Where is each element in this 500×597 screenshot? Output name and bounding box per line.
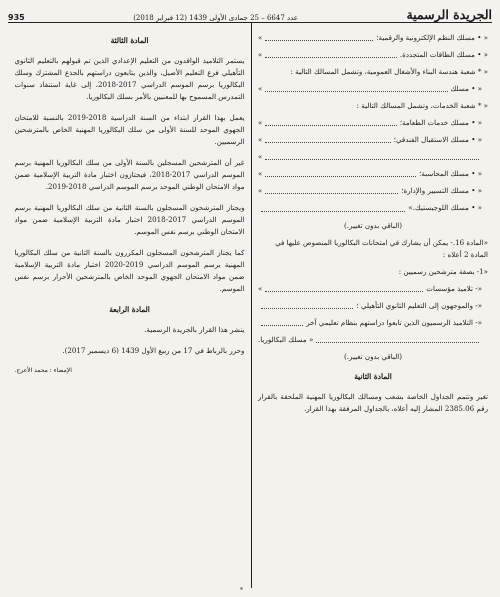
list-item: » — [258, 151, 488, 163]
remainder-note: (الباقي بدون تغيير.) — [344, 220, 402, 230]
paragraph: يستمر التلاميذ الوافدون من التعليم الإعدادي الذين تم قبولهم بالتعليم الثانوي التأهيلي فرع التعليم الأصيل، والذين يتابعون دراستهم بالجذع المشترك وسلك البكالوريا برسم الموسم الدراسي 2017-2018، إلى غاية استنفاد سنوات التمدرس المسموح بها للمعنيين بالأمر بسلك البكالوريا. — [14, 55, 245, 101]
journal-name: الجريدة الرسمية — [406, 7, 492, 22]
signature: الإمضاء : محمد الأعرج. — [14, 367, 72, 375]
date-line: وحرر بالرباط في 17 من ربيع الأول 1439 (6 ديسمبر 2017). — [62, 346, 245, 355]
list-item: « * شعبة الخدمات، وتشمل المسالك التالية : — [356, 101, 488, 111]
candidates-title: «1- بصفة مترشحين رسميين : — [398, 266, 488, 276]
columns — [8, 23, 492, 588]
article4-heading: المادة الرابعة — [109, 305, 150, 315]
list-item: « • مسلك المحاسبة؛ » — [258, 169, 482, 179]
page-number: 935 — [8, 13, 25, 22]
issue-info: عدد 6647 – 25 جمادى الأولى 1439 (12 فبراير 2018) — [133, 14, 298, 22]
article16-text: «المادة 16.- يمكن أن يشارك في امتحانات البكالوريا المنصوص عليها في المادة 2 أعلاه : — [275, 237, 488, 259]
list-item: « • مسلك » — [258, 84, 482, 94]
list-item: « مسلك البكالوريا. — [258, 334, 488, 346]
list-item: « * شعبة هندسة البناء والأشغال العمومية، وتشمل المسالك التالية : — [290, 67, 488, 77]
list-item: « • مسلك التسيير والإدارة؛ » — [258, 186, 482, 196]
paragraph: يعمل بهذا القرار ابتداء من السنة الدراسية 2018-2019 بالنسبة للامتحان الجهوي الموحد للسنة الأولى من سلك البكالوريا المهنية الخاص بالمترشحين الرسميين. — [14, 112, 245, 146]
paragraph: ويجتاز المترشحون المسجلون بالسنة الثانية من سلك البكالوريا المهنية برسم الموسم الدراسي 2017-2018 اختبار مادة التربية الإسلامية ضمن مواد الامتحان الوطني برسم نفس الموسم. — [14, 203, 245, 237]
page-header — [8, 0, 492, 23]
left-column — [11, 23, 249, 588]
list-item: « • مسلك الاستقبال الفندقي؛ » — [258, 135, 482, 145]
list-item: « • مسلك الطاقات المتجددة. » — [258, 50, 488, 60]
article3-heading: المادة الثالثة — [110, 36, 149, 45]
article4-text: ينشر هذا القرار بالجريدة الرسمية. — [144, 324, 245, 334]
footer-mark: * — [240, 587, 243, 594]
remainder-note: (الباقي بدون تغيير.) — [344, 351, 402, 361]
article2-heading: المادة الثانية — [354, 371, 392, 381]
article2-text: تغير وتتمم الجداول الخاصة بشعب ومسالك البكالوريا المهنية الملحقة بالقرار رقم 2385.06 المشار إليه أعلاه، بالجداول المرفقة بهذا القرار. — [258, 391, 488, 413]
list-item: «- التلاميذ الرسميون الذين تابعوا دراستهم بنظام تعليمي آخر — [258, 317, 488, 329]
paragraph: غير أن المترشحين المسجلين بالسنة الأولى من سلك البكالوريا المهنية برسم الموسم الدراسي 2017-2018، فيجتازون اختبار مادة التربية الإسلامية ضمن مواد الامتحان الوطني الموحد برسم الموسم الدراسي 2018-2019. — [14, 157, 245, 191]
paragraph: كما يجتاز المترشحون المسجلون المكررون بالسنة الثانية من سلك البكالوريا المهنية برسم الموسم الدراسي 2019-2020 اختبار مادة التربية الإسلامية ضمن مواد الامتحان الجهوي الموحد الخاص بالمترشحين الأحرار برسم نفس الموسم. — [14, 248, 245, 294]
column-divider — [251, 23, 253, 588]
list-item: « • مسلك خدمات الطعامة؛ » — [258, 118, 482, 128]
list-item: « • مسلك اللوجيستيك.» — [258, 202, 488, 214]
list-item: « • مسلك النظم الإلكترونية والرقمية؛ » — [258, 33, 488, 42]
list-item: «- تلاميذ مؤسسات » — [258, 283, 482, 293]
right-column — [254, 23, 492, 588]
list-item: «- والموجهون إلى التعليم الثانوي التأهيلي ؛ — [258, 300, 488, 312]
